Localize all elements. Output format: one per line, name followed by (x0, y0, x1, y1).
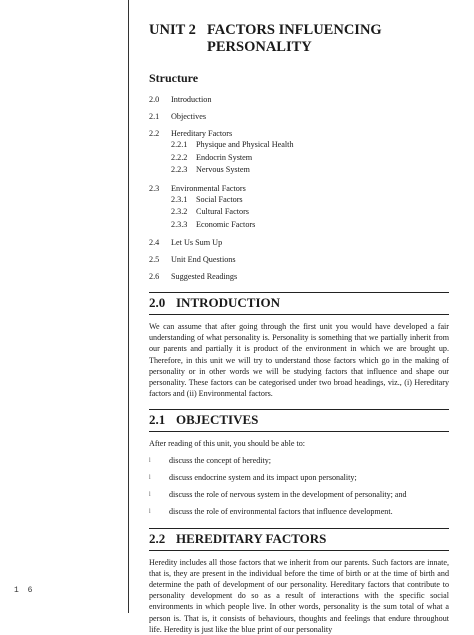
section-heading-introduction (149, 292, 449, 315)
toc-number: 2.3.2 (171, 207, 188, 216)
unit-number: UNIT 2 (149, 22, 196, 38)
bullet-icon: l (149, 508, 151, 515)
toc-label: Endocrin System (196, 152, 253, 162)
toc-label: Economic Factors (196, 219, 256, 229)
list-item-text: discuss the concept of heredity; (169, 455, 272, 465)
toc-label: Introduction (171, 95, 212, 104)
toc-subitem (149, 152, 449, 165)
toc-item (149, 254, 449, 265)
objectives-list (149, 455, 449, 518)
toc-number: 2.2.3 (171, 165, 188, 174)
list-item (149, 489, 449, 501)
toc-item (149, 271, 449, 282)
toc-number: 2.2.1 (171, 140, 188, 149)
list-item-text: discuss the role of environmental factors that influence development. (169, 506, 393, 516)
toc-subitem (149, 219, 449, 232)
toc-label: Unit End Questions (171, 255, 236, 264)
toc-number: 2.6 (149, 272, 160, 281)
toc-label: Environmental Factors (171, 183, 246, 193)
toc-label: Suggested Readings (171, 272, 238, 281)
unit-title-line-1: FACTORS INFLUENCING (207, 22, 382, 38)
toc-label: Let Us Sum Up (171, 238, 223, 247)
structure-heading: Structure (149, 71, 199, 85)
toc-label: Cultural Factors (196, 207, 249, 216)
toc-number: 2.0 (149, 95, 160, 104)
toc-label: Objectives (171, 112, 207, 121)
bullet-icon: l (149, 474, 151, 481)
list-item-text: discuss endocrine system and its impact upon personality; (169, 472, 357, 482)
toc-number: 2.3 (149, 183, 160, 193)
toc-item (149, 128, 449, 139)
toc-label: Physique and Physical Health (196, 140, 294, 149)
toc-subitem (149, 194, 449, 207)
bullet-icon: l (149, 457, 151, 464)
structure-list (149, 94, 449, 282)
bullet-icon: l (149, 491, 151, 498)
list-item (149, 455, 449, 467)
toc-number: 2.4 (149, 238, 160, 247)
unit-heading (149, 22, 449, 56)
hereditary-paragraph: Heredity includes all those factors that we inherit from our parents. Such factors are innate, that is, they are present in the individual before the time of birth or at the time of birth and determine the path of development of our personality. Hereditary factors that contribute to personality development do so as a result of interactions with the specific social environments in which people live. In other words, personality is the sum total of what a person is. That is, it consists of behaviours, thoughts and feelings that endure throughout life. Heredity is just like the blue print of our personality (149, 557, 449, 634)
section-number: 2.0 (149, 295, 166, 310)
toc-subitem (149, 139, 449, 152)
toc-item (149, 111, 449, 122)
margin-rule (128, 0, 129, 613)
toc-label: Nervous System (196, 165, 250, 174)
toc-subitem (149, 206, 449, 219)
toc-number: 2.2.2 (171, 152, 188, 162)
page-number: 1 6 (14, 586, 35, 595)
toc-number: 2.5 (149, 255, 160, 264)
section-heading-objectives (149, 409, 449, 432)
section-heading-hereditary-factors (149, 528, 449, 551)
list-item (149, 472, 449, 484)
toc-item (149, 237, 449, 248)
toc-item (149, 94, 449, 105)
unit-title-line-2: PERSONALITY (207, 39, 312, 55)
toc-item (149, 183, 449, 194)
section-title: HEREDITARY FACTORS (176, 530, 327, 546)
introduction-paragraph: We can assume that after going through the first unit you would have developed a fair understanding of what personality is. Personality is something that we partially inherit from our parents and partially it is product of the environment in which we are brought up. Therefore, in this unit we will try to understand those factors which go in the making of personality or in other words we will be studying factors that influence and shape our personality. These factors can be categorised under two broad headings, viz., (i) Hereditary factors and (ii) Environmental factors. (149, 322, 449, 399)
toc-label: Hereditary Factors (171, 129, 233, 138)
toc-subitem (149, 164, 449, 177)
unit-title (207, 22, 449, 56)
toc-number: 2.2 (149, 129, 160, 138)
toc-label: Social Factors (196, 194, 243, 204)
section-title: INTRODUCTION (176, 295, 281, 310)
toc-number: 2.3.1 (171, 194, 188, 204)
toc-number: 2.1 (149, 112, 160, 121)
list-item-text: discuss the role of nervous system in the development of personality; and (169, 489, 407, 499)
toc-number: 2.3.3 (171, 219, 188, 229)
section-number: 2.1 (149, 412, 166, 428)
section-title: OBJECTIVES (176, 412, 259, 428)
objectives-lead: After reading of this unit, you should be able to: (149, 439, 305, 449)
section-number: 2.2 (149, 530, 166, 546)
page-content (149, 22, 449, 635)
list-item (149, 506, 449, 518)
